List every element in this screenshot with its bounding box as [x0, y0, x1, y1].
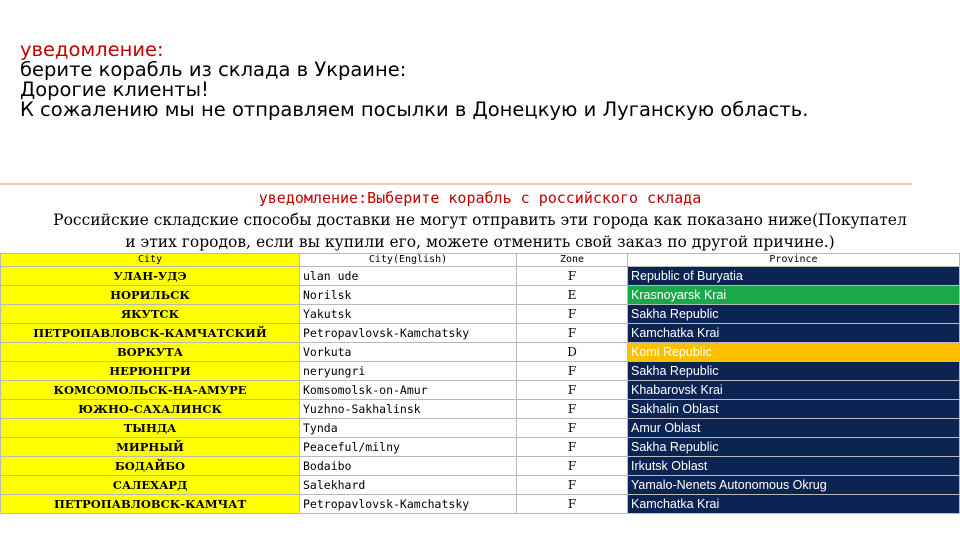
header-zone: Zone	[517, 254, 628, 267]
table-row	[1, 267, 960, 286]
notice-line-2: Дорогие клиенты!	[20, 78, 209, 101]
province-cell: Kamchatka Krai	[628, 324, 960, 343]
notice-title: уведомление:	[20, 38, 164, 61]
table-row	[1, 495, 960, 514]
province-cell: Sakha Republic	[628, 305, 960, 324]
province-cell: Komi Republic	[628, 343, 960, 362]
zone-cell: F	[517, 267, 628, 286]
table-row	[1, 476, 960, 495]
city-english-cell: Norilsk	[300, 286, 517, 305]
table-row	[1, 400, 960, 419]
city-cell: ПЕТРОПАВЛОВСК-КАМЧАТ	[1, 495, 300, 514]
zone-cell: F	[517, 495, 628, 514]
restriction-panel	[0, 183, 960, 516]
zone-cell: F	[517, 419, 628, 438]
province-cell: Amur Oblast	[628, 419, 960, 438]
city-cell: МИРНЫЙ	[1, 438, 300, 457]
notice-line-3: К сожалению мы не отправляем посылки в Донецкую и Луганскую область.	[20, 98, 809, 121]
table-row	[1, 286, 960, 305]
city-english-cell: neryungri	[300, 362, 517, 381]
table-row	[1, 324, 960, 343]
zone-cell: F	[517, 362, 628, 381]
header-city-english: City(English)	[300, 254, 517, 267]
notice-block	[20, 40, 950, 120]
province-cell: Kamchatka Krai	[628, 495, 960, 514]
zone-cell: F	[517, 457, 628, 476]
city-english-cell: Salekhard	[300, 476, 517, 495]
city-cell: НОРИЛЬСК	[1, 286, 300, 305]
city-cell: ТЫНДА	[1, 419, 300, 438]
city-cell: ЯКУТСК	[1, 305, 300, 324]
city-english-cell: Tynda	[300, 419, 517, 438]
panel-description-line-1: Российские складские способы доставки не могут отправить эти города как показано ниже(Покупател	[53, 211, 907, 229]
province-cell: Yamalo-Nenets Autonomous Okrug	[628, 476, 960, 495]
city-english-cell: Vorkuta	[300, 343, 517, 362]
zone-cell: F	[517, 476, 628, 495]
panel-description	[0, 209, 960, 253]
table-row	[1, 381, 960, 400]
zone-cell: D	[517, 343, 628, 362]
city-english-cell: ulan ude	[300, 267, 517, 286]
city-english-cell: Peaceful/milny	[300, 438, 517, 457]
city-cell: БОДАЙБО	[1, 457, 300, 476]
header-province: Province	[628, 254, 960, 267]
zone-cell: F	[517, 438, 628, 457]
city-cell: КОМСОМОЛЬСК-НА-АМУРЕ	[1, 381, 300, 400]
table-body	[1, 267, 960, 514]
city-english-cell: Yuzhno-Sakhalinsk	[300, 400, 517, 419]
city-cell: САЛЕХАРД	[1, 476, 300, 495]
zone-cell: F	[517, 324, 628, 343]
city-english-cell: Yakutsk	[300, 305, 517, 324]
city-cell: ВОРКУТА	[1, 343, 300, 362]
city-english-cell: Petropavlovsk-Kamchatsky	[300, 495, 517, 514]
zone-cell: F	[517, 400, 628, 419]
panel-title: уведомление:Выберите корабль с российского склада	[258, 189, 702, 207]
city-english-cell: Petropavlovsk-Kamchatsky	[300, 324, 517, 343]
table-row	[1, 419, 960, 438]
city-cell: НЕРЮНГРИ	[1, 362, 300, 381]
zone-cell: F	[517, 305, 628, 324]
city-english-cell: Komsomolsk-on-Amur	[300, 381, 517, 400]
city-cell: ЮЖНО-САХАЛИНСК	[1, 400, 300, 419]
zone-cell: F	[517, 381, 628, 400]
restricted-cities-table	[0, 253, 960, 514]
table-row	[1, 438, 960, 457]
province-cell: Irkutsk Oblast	[628, 457, 960, 476]
table-row	[1, 362, 960, 381]
province-cell: Krasnoyarsk Krai	[628, 286, 960, 305]
table-header-row	[1, 254, 960, 267]
notice-line-1: берите корабль из склада в Украине:	[20, 58, 407, 81]
province-cell: Sakha Republic	[628, 438, 960, 457]
city-cell: УЛАН-УДЭ	[1, 267, 300, 286]
table-row	[1, 305, 960, 324]
city-cell: ПЕТРОПАВЛОВСК-КАМЧАТСКИЙ	[1, 324, 300, 343]
table-row	[1, 343, 960, 362]
city-english-cell: Bodaibo	[300, 457, 517, 476]
zone-cell: E	[517, 286, 628, 305]
header-city: City	[1, 254, 300, 267]
province-cell: Khabarovsk Krai	[628, 381, 960, 400]
table-row	[1, 457, 960, 476]
panel-description-line-2: и этих городов, если вы купили его, можете отменить свой заказ по другой причине.)	[125, 233, 835, 251]
province-cell: Republic of Buryatia	[628, 267, 960, 286]
panel-top-divider	[0, 183, 912, 185]
province-cell: Sakha Republic	[628, 362, 960, 381]
province-cell: Sakhalin Oblast	[628, 400, 960, 419]
